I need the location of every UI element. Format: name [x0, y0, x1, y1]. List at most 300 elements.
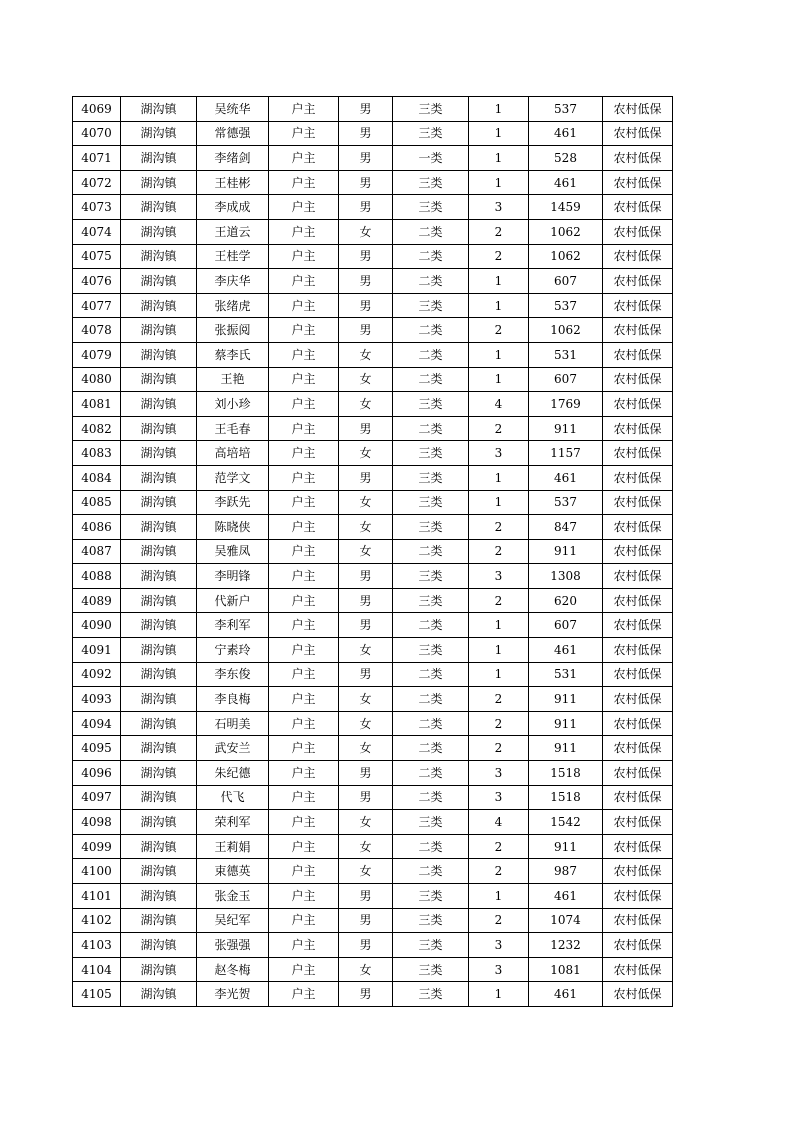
town-cell: 湖沟镇: [121, 539, 197, 564]
household-size-cell: 1: [469, 367, 529, 392]
relation-cell: 户主: [269, 957, 339, 982]
household-size-cell: 2: [469, 244, 529, 269]
town-cell: 湖沟镇: [121, 564, 197, 589]
assistance-type-cell: 农村低保: [603, 908, 673, 933]
table-row: [73, 146, 673, 171]
relation-cell: 户主: [269, 662, 339, 687]
assistance-type-cell: 农村低保: [603, 416, 673, 441]
household-size-cell: 2: [469, 588, 529, 613]
household-size-cell: 3: [469, 441, 529, 466]
category-cell: 二类: [393, 318, 469, 343]
table-row: [73, 219, 673, 244]
name-cell: 李庆华: [197, 269, 269, 294]
relation-cell: 户主: [269, 539, 339, 564]
household-size-cell: 2: [469, 318, 529, 343]
household-size-cell: 1: [469, 121, 529, 146]
amount-cell: 461: [529, 170, 603, 195]
relief-roster-table: [72, 96, 673, 1007]
amount-cell: 461: [529, 884, 603, 909]
assistance-type-cell: 农村低保: [603, 588, 673, 613]
serial-number-cell: 4089: [73, 588, 121, 613]
serial-number-cell: 4085: [73, 490, 121, 515]
name-cell: 王桂学: [197, 244, 269, 269]
amount-cell: 1062: [529, 219, 603, 244]
town-cell: 湖沟镇: [121, 933, 197, 958]
table-row: [73, 465, 673, 490]
assistance-type-cell: 农村低保: [603, 638, 673, 663]
relation-cell: 户主: [269, 465, 339, 490]
gender-cell: 男: [339, 613, 393, 638]
assistance-type-cell: 农村低保: [603, 662, 673, 687]
relation-cell: 户主: [269, 761, 339, 786]
amount-cell: 461: [529, 982, 603, 1007]
gender-cell: 男: [339, 884, 393, 909]
town-cell: 湖沟镇: [121, 318, 197, 343]
town-cell: 湖沟镇: [121, 244, 197, 269]
amount-cell: 911: [529, 736, 603, 761]
assistance-type-cell: 农村低保: [603, 933, 673, 958]
name-cell: 赵冬梅: [197, 957, 269, 982]
household-size-cell: 1: [469, 982, 529, 1007]
serial-number-cell: 4084: [73, 465, 121, 490]
relation-cell: 户主: [269, 146, 339, 171]
name-cell: 高培培: [197, 441, 269, 466]
gender-cell: 女: [339, 539, 393, 564]
town-cell: 湖沟镇: [121, 884, 197, 909]
town-cell: 湖沟镇: [121, 957, 197, 982]
table-row: [73, 711, 673, 736]
name-cell: 朱纪德: [197, 761, 269, 786]
relation-cell: 户主: [269, 392, 339, 417]
assistance-type-cell: 农村低保: [603, 293, 673, 318]
amount-cell: 911: [529, 539, 603, 564]
amount-cell: 1459: [529, 195, 603, 220]
serial-number-cell: 4070: [73, 121, 121, 146]
relation-cell: 户主: [269, 810, 339, 835]
table-row: [73, 834, 673, 859]
category-cell: 三类: [393, 97, 469, 122]
town-cell: 湖沟镇: [121, 613, 197, 638]
category-cell: 三类: [393, 933, 469, 958]
table-row: [73, 613, 673, 638]
gender-cell: 女: [339, 219, 393, 244]
name-cell: 荣利军: [197, 810, 269, 835]
table-row: [73, 269, 673, 294]
town-cell: 湖沟镇: [121, 490, 197, 515]
relation-cell: 户主: [269, 342, 339, 367]
assistance-type-cell: 农村低保: [603, 318, 673, 343]
household-size-cell: 1: [469, 146, 529, 171]
assistance-type-cell: 农村低保: [603, 761, 673, 786]
gender-cell: 女: [339, 392, 393, 417]
serial-number-cell: 4079: [73, 342, 121, 367]
table-row: [73, 908, 673, 933]
gender-cell: 男: [339, 588, 393, 613]
relation-cell: 户主: [269, 318, 339, 343]
amount-cell: 1308: [529, 564, 603, 589]
category-cell: 二类: [393, 416, 469, 441]
gender-cell: 女: [339, 834, 393, 859]
town-cell: 湖沟镇: [121, 761, 197, 786]
name-cell: 王艳: [197, 367, 269, 392]
category-cell: 三类: [393, 638, 469, 663]
name-cell: 李东俊: [197, 662, 269, 687]
serial-number-cell: 4095: [73, 736, 121, 761]
table-row: [73, 539, 673, 564]
table-row: [73, 662, 673, 687]
amount-cell: 911: [529, 687, 603, 712]
category-cell: 三类: [393, 195, 469, 220]
serial-number-cell: 4098: [73, 810, 121, 835]
relation-cell: 户主: [269, 97, 339, 122]
category-cell: 二类: [393, 687, 469, 712]
town-cell: 湖沟镇: [121, 367, 197, 392]
gender-cell: 男: [339, 982, 393, 1007]
relation-cell: 户主: [269, 736, 339, 761]
household-size-cell: 1: [469, 884, 529, 909]
table-row: [73, 810, 673, 835]
assistance-type-cell: 农村低保: [603, 564, 673, 589]
assistance-type-cell: 农村低保: [603, 957, 673, 982]
amount-cell: 607: [529, 269, 603, 294]
amount-cell: 461: [529, 638, 603, 663]
assistance-type-cell: 农村低保: [603, 982, 673, 1007]
gender-cell: 女: [339, 957, 393, 982]
name-cell: 代新户: [197, 588, 269, 613]
gender-cell: 女: [339, 515, 393, 540]
gender-cell: 女: [339, 736, 393, 761]
household-size-cell: 1: [469, 269, 529, 294]
relation-cell: 户主: [269, 884, 339, 909]
assistance-type-cell: 农村低保: [603, 219, 673, 244]
relation-cell: 户主: [269, 982, 339, 1007]
serial-number-cell: 4081: [73, 392, 121, 417]
relation-cell: 户主: [269, 785, 339, 810]
gender-cell: 女: [339, 490, 393, 515]
gender-cell: 男: [339, 121, 393, 146]
category-cell: 二类: [393, 834, 469, 859]
gender-cell: 男: [339, 269, 393, 294]
serial-number-cell: 4094: [73, 711, 121, 736]
table-row: [73, 195, 673, 220]
town-cell: 湖沟镇: [121, 342, 197, 367]
relation-cell: 户主: [269, 638, 339, 663]
category-cell: 三类: [393, 121, 469, 146]
category-cell: 三类: [393, 170, 469, 195]
table-row: [73, 588, 673, 613]
town-cell: 湖沟镇: [121, 170, 197, 195]
assistance-type-cell: 农村低保: [603, 392, 673, 417]
category-cell: 三类: [393, 564, 469, 589]
amount-cell: 531: [529, 342, 603, 367]
name-cell: 李绪剑: [197, 146, 269, 171]
assistance-type-cell: 农村低保: [603, 465, 673, 490]
table-row: [73, 367, 673, 392]
gender-cell: 男: [339, 564, 393, 589]
assistance-type-cell: 农村低保: [603, 539, 673, 564]
amount-cell: 1232: [529, 933, 603, 958]
name-cell: 李跃先: [197, 490, 269, 515]
gender-cell: 男: [339, 933, 393, 958]
table-row: [73, 515, 673, 540]
assistance-type-cell: 农村低保: [603, 810, 673, 835]
name-cell: 范学文: [197, 465, 269, 490]
serial-number-cell: 4088: [73, 564, 121, 589]
relation-cell: 户主: [269, 564, 339, 589]
name-cell: 束德英: [197, 859, 269, 884]
household-size-cell: 1: [469, 613, 529, 638]
household-size-cell: 4: [469, 392, 529, 417]
assistance-type-cell: 农村低保: [603, 515, 673, 540]
name-cell: 蔡李氏: [197, 342, 269, 367]
assistance-type-cell: 农村低保: [603, 859, 673, 884]
category-cell: 二类: [393, 662, 469, 687]
serial-number-cell: 4087: [73, 539, 121, 564]
serial-number-cell: 4105: [73, 982, 121, 1007]
table-row: [73, 441, 673, 466]
table-row: [73, 933, 673, 958]
town-cell: 湖沟镇: [121, 293, 197, 318]
name-cell: 刘小珍: [197, 392, 269, 417]
category-cell: 二类: [393, 219, 469, 244]
category-cell: 三类: [393, 588, 469, 613]
name-cell: 王毛春: [197, 416, 269, 441]
category-cell: 三类: [393, 908, 469, 933]
assistance-type-cell: 农村低保: [603, 834, 673, 859]
table-row: [73, 736, 673, 761]
amount-cell: 461: [529, 121, 603, 146]
town-cell: 湖沟镇: [121, 785, 197, 810]
serial-number-cell: 4069: [73, 97, 121, 122]
table-row: [73, 761, 673, 786]
category-cell: 三类: [393, 982, 469, 1007]
amount-cell: 911: [529, 416, 603, 441]
amount-cell: 1518: [529, 785, 603, 810]
category-cell: 三类: [393, 957, 469, 982]
amount-cell: 1157: [529, 441, 603, 466]
gender-cell: 男: [339, 146, 393, 171]
amount-cell: 607: [529, 613, 603, 638]
table-row: [73, 416, 673, 441]
assistance-type-cell: 农村低保: [603, 170, 673, 195]
household-size-cell: 1: [469, 490, 529, 515]
amount-cell: 537: [529, 490, 603, 515]
amount-cell: 911: [529, 834, 603, 859]
serial-number-cell: 4086: [73, 515, 121, 540]
gender-cell: 男: [339, 761, 393, 786]
amount-cell: 1074: [529, 908, 603, 933]
amount-cell: 528: [529, 146, 603, 171]
relation-cell: 户主: [269, 219, 339, 244]
category-cell: 二类: [393, 613, 469, 638]
gender-cell: 女: [339, 687, 393, 712]
town-cell: 湖沟镇: [121, 834, 197, 859]
gender-cell: 男: [339, 908, 393, 933]
table-body: [73, 97, 673, 1007]
assistance-type-cell: 农村低保: [603, 687, 673, 712]
town-cell: 湖沟镇: [121, 465, 197, 490]
relation-cell: 户主: [269, 367, 339, 392]
household-size-cell: 1: [469, 97, 529, 122]
table-row: [73, 97, 673, 122]
category-cell: 二类: [393, 785, 469, 810]
name-cell: 王道云: [197, 219, 269, 244]
table-row: [73, 293, 673, 318]
town-cell: 湖沟镇: [121, 441, 197, 466]
amount-cell: 1518: [529, 761, 603, 786]
gender-cell: 女: [339, 367, 393, 392]
relation-cell: 户主: [269, 269, 339, 294]
gender-cell: 男: [339, 662, 393, 687]
amount-cell: 1769: [529, 392, 603, 417]
town-cell: 湖沟镇: [121, 662, 197, 687]
amount-cell: 1081: [529, 957, 603, 982]
town-cell: 湖沟镇: [121, 416, 197, 441]
gender-cell: 男: [339, 170, 393, 195]
name-cell: 吴纪军: [197, 908, 269, 933]
relation-cell: 户主: [269, 416, 339, 441]
assistance-type-cell: 农村低保: [603, 785, 673, 810]
household-size-cell: 3: [469, 957, 529, 982]
serial-number-cell: 4103: [73, 933, 121, 958]
serial-number-cell: 4076: [73, 269, 121, 294]
table-row: [73, 957, 673, 982]
amount-cell: 911: [529, 711, 603, 736]
serial-number-cell: 4100: [73, 859, 121, 884]
table-row: [73, 687, 673, 712]
table-row: [73, 318, 673, 343]
table-row: [73, 490, 673, 515]
table-row: [73, 982, 673, 1007]
amount-cell: 987: [529, 859, 603, 884]
assistance-type-cell: 农村低保: [603, 97, 673, 122]
amount-cell: 537: [529, 293, 603, 318]
assistance-type-cell: 农村低保: [603, 244, 673, 269]
name-cell: 李光贺: [197, 982, 269, 1007]
name-cell: 李成成: [197, 195, 269, 220]
town-cell: 湖沟镇: [121, 588, 197, 613]
relation-cell: 户主: [269, 244, 339, 269]
name-cell: 张金玉: [197, 884, 269, 909]
household-size-cell: 1: [469, 293, 529, 318]
relation-cell: 户主: [269, 121, 339, 146]
amount-cell: 620: [529, 588, 603, 613]
category-cell: 二类: [393, 859, 469, 884]
relation-cell: 户主: [269, 490, 339, 515]
category-cell: 二类: [393, 367, 469, 392]
gender-cell: 男: [339, 465, 393, 490]
town-cell: 湖沟镇: [121, 515, 197, 540]
amount-cell: 1062: [529, 244, 603, 269]
relation-cell: 户主: [269, 588, 339, 613]
serial-number-cell: 4093: [73, 687, 121, 712]
town-cell: 湖沟镇: [121, 121, 197, 146]
town-cell: 湖沟镇: [121, 810, 197, 835]
household-size-cell: 3: [469, 195, 529, 220]
name-cell: 张强强: [197, 933, 269, 958]
serial-number-cell: 4091: [73, 638, 121, 663]
household-size-cell: 2: [469, 539, 529, 564]
amount-cell: 1542: [529, 810, 603, 835]
name-cell: 吴雅凤: [197, 539, 269, 564]
table-row: [73, 121, 673, 146]
category-cell: 二类: [393, 244, 469, 269]
household-size-cell: 2: [469, 711, 529, 736]
household-size-cell: 1: [469, 170, 529, 195]
household-size-cell: 2: [469, 515, 529, 540]
name-cell: 武安兰: [197, 736, 269, 761]
serial-number-cell: 4097: [73, 785, 121, 810]
town-cell: 湖沟镇: [121, 146, 197, 171]
category-cell: 三类: [393, 490, 469, 515]
household-size-cell: 4: [469, 810, 529, 835]
gender-cell: 男: [339, 416, 393, 441]
household-size-cell: 2: [469, 736, 529, 761]
town-cell: 湖沟镇: [121, 711, 197, 736]
town-cell: 湖沟镇: [121, 736, 197, 761]
category-cell: 一类: [393, 146, 469, 171]
serial-number-cell: 4101: [73, 884, 121, 909]
household-size-cell: 2: [469, 219, 529, 244]
town-cell: 湖沟镇: [121, 687, 197, 712]
name-cell: 李明锋: [197, 564, 269, 589]
relation-cell: 户主: [269, 908, 339, 933]
assistance-type-cell: 农村低保: [603, 342, 673, 367]
serial-number-cell: 4083: [73, 441, 121, 466]
assistance-type-cell: 农村低保: [603, 195, 673, 220]
table-row: [73, 638, 673, 663]
name-cell: 石明美: [197, 711, 269, 736]
serial-number-cell: 4080: [73, 367, 121, 392]
relation-cell: 户主: [269, 293, 339, 318]
table-row: [73, 170, 673, 195]
serial-number-cell: 4078: [73, 318, 121, 343]
amount-cell: 847: [529, 515, 603, 540]
serial-number-cell: 4075: [73, 244, 121, 269]
household-size-cell: 1: [469, 342, 529, 367]
gender-cell: 女: [339, 810, 393, 835]
name-cell: 张振阅: [197, 318, 269, 343]
relation-cell: 户主: [269, 441, 339, 466]
gender-cell: 女: [339, 859, 393, 884]
amount-cell: 531: [529, 662, 603, 687]
assistance-type-cell: 农村低保: [603, 736, 673, 761]
category-cell: 二类: [393, 539, 469, 564]
amount-cell: 537: [529, 97, 603, 122]
serial-number-cell: 4092: [73, 662, 121, 687]
name-cell: 宁素玲: [197, 638, 269, 663]
household-size-cell: 1: [469, 465, 529, 490]
table-row: [73, 884, 673, 909]
town-cell: 湖沟镇: [121, 195, 197, 220]
relation-cell: 户主: [269, 170, 339, 195]
household-size-cell: 2: [469, 908, 529, 933]
gender-cell: 男: [339, 244, 393, 269]
gender-cell: 男: [339, 785, 393, 810]
table-row: [73, 564, 673, 589]
assistance-type-cell: 农村低保: [603, 146, 673, 171]
assistance-type-cell: 农村低保: [603, 884, 673, 909]
category-cell: 二类: [393, 269, 469, 294]
category-cell: 三类: [393, 884, 469, 909]
gender-cell: 女: [339, 638, 393, 663]
category-cell: 二类: [393, 342, 469, 367]
serial-number-cell: 4072: [73, 170, 121, 195]
town-cell: 湖沟镇: [121, 97, 197, 122]
town-cell: 湖沟镇: [121, 269, 197, 294]
household-size-cell: 3: [469, 564, 529, 589]
amount-cell: 1062: [529, 318, 603, 343]
